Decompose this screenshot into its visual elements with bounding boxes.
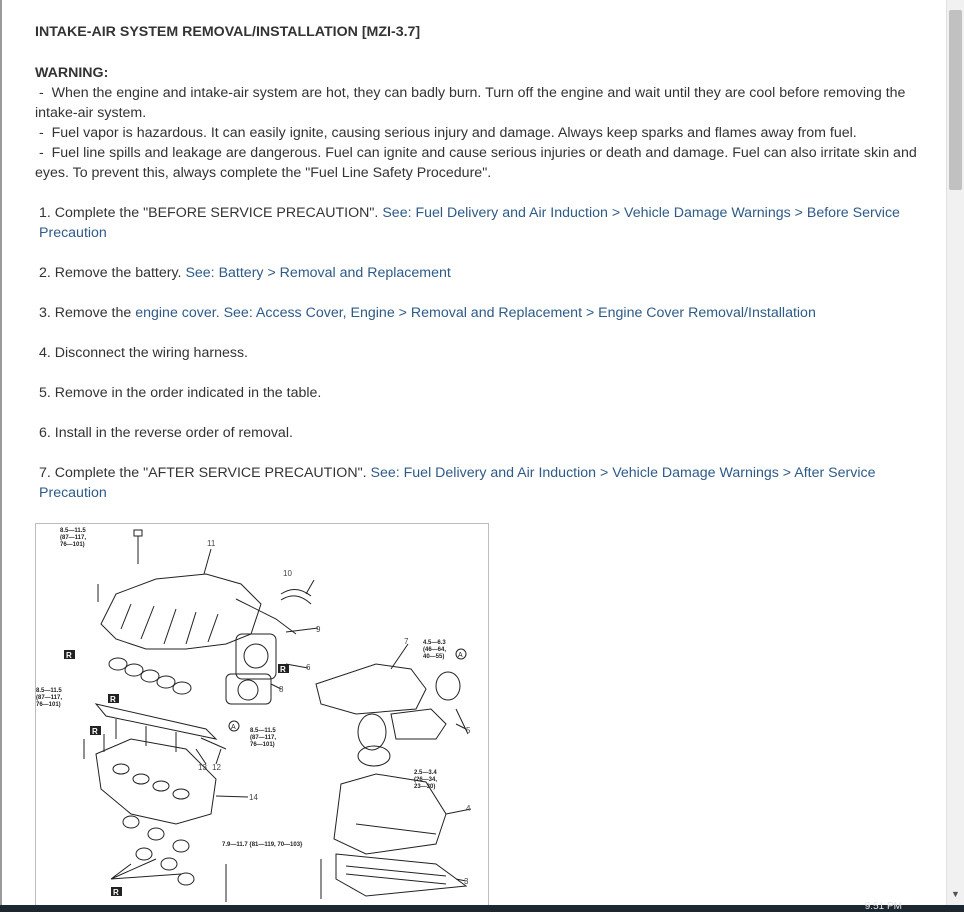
warning-item: [35, 83, 930, 123]
torque-spec-clamp: 40—55): [423, 654, 445, 660]
warning-text: Fuel line spills and leakage are dangerous. Fuel can ignite and cause serious injuries or death and damage. Fuel can also irritate skin and eyes. To prevent this, always complete the "Fuel Line Safety Procedure".: [35, 145, 917, 181]
warning-block: [35, 63, 930, 183]
step-link-after-service[interactable]: See: Fuel Delivery and Air Induction > Vehicle Damage Warnings > After Service Precaution: [39, 465, 876, 501]
exploded-view-drawing: [36, 524, 488, 906]
torque-spec-clamp: (46—64,: [423, 647, 447, 653]
callout-14: 14: [249, 793, 258, 802]
intake-air-system-diagram: [35, 523, 489, 906]
step-2: [39, 263, 930, 283]
mark-a: A: [458, 652, 463, 659]
r-mark: [64, 650, 75, 660]
callout-4: 4: [466, 804, 471, 813]
r-mark: [90, 726, 101, 736]
step-text: 2. Remove the battery.: [39, 265, 182, 281]
step-text: 5. Remove in the order indicated in the table.: [39, 385, 322, 401]
scrollbar-thumb[interactable]: [949, 10, 962, 190]
bullet-dash: -: [35, 125, 52, 141]
warning-item: [35, 143, 930, 183]
r-mark: [108, 694, 119, 704]
step-link-engine-cover[interactable]: engine cover. See: Access Cover, Engine > Removal and Replacement > Engine Cover Removal/Installation: [135, 305, 816, 321]
vertical-scrollbar[interactable]: [946, 0, 964, 905]
step-text: 1. Complete the "BEFORE SERVICE PRECAUTION".: [39, 205, 379, 221]
document-content: [35, 22, 930, 503]
svg-text:R: R: [92, 727, 98, 736]
page-title: INTAKE-AIR SYSTEM REMOVAL/INSTALLATION [MZI-3.7]: [35, 24, 421, 40]
torque-spec-top: (87—117,: [60, 535, 87, 541]
callout-8: 8: [279, 685, 284, 694]
torque-spec-top: 76—101): [60, 542, 85, 548]
callout-6: 6: [306, 663, 311, 672]
step-link-before-service[interactable]: See: Fuel Delivery and Air Induction > Vehicle Damage Warnings > Before Service Precaution: [39, 205, 900, 241]
page-border: [0, 0, 2, 905]
step-text: 3. Remove the: [39, 305, 132, 321]
step-7: [39, 463, 930, 503]
scroll-down-arrow-icon[interactable]: ▼: [951, 889, 960, 899]
step-5: [39, 383, 930, 403]
step-text: 7. Complete the "AFTER SERVICE PRECAUTION".: [39, 465, 367, 481]
step-text: 6. Install in the reverse order of removal.: [39, 425, 293, 441]
callout-3: 3: [464, 877, 469, 886]
callout-7: 7: [404, 637, 409, 646]
torque-spec-clamp: 4.5—6.3: [423, 640, 446, 646]
torque-spec-duct: (26—34,: [414, 777, 438, 783]
bullet-dash: -: [35, 85, 52, 101]
r-mark: [278, 664, 289, 674]
step-3: [39, 303, 930, 323]
torque-spec-bottom: 7.9—11.7 {81—119, 70—103}: [222, 842, 303, 848]
step-4: [39, 343, 930, 363]
taskbar: [0, 901, 964, 912]
svg-text:R: R: [280, 665, 286, 674]
torque-spec-mid: 8.5—11.5: [250, 728, 276, 734]
warning-text: When the engine and intake-air system are hot, they can badly burn. Turn off the engine and wait until they are cool before removing the intake-air system.: [35, 85, 906, 121]
torque-spec-mid: (87—117,: [250, 735, 277, 741]
warning-label: WARNING:: [35, 65, 109, 81]
callout-9: 9: [316, 625, 321, 634]
callout-12: 12: [212, 763, 221, 772]
air-cleaner-cover: [316, 664, 426, 714]
step-6: [39, 423, 930, 443]
callout-11: 11: [207, 539, 216, 548]
intake-manifold-upper: [101, 574, 261, 649]
warning-item: [35, 123, 930, 143]
step-link-battery[interactable]: See: Battery > Removal and Replacement: [185, 265, 451, 281]
throttle-body: [236, 634, 276, 679]
taskbar-clock: 9:51 PM: [864, 901, 902, 912]
torque-spec-left: 8.5—11.5: [36, 688, 62, 694]
r-mark: [111, 887, 122, 897]
torque-spec-top: 8.5—11.5: [60, 528, 86, 534]
svg-text:R: R: [110, 695, 116, 704]
callout-5: 5: [466, 726, 471, 735]
bullet-dash: -: [35, 145, 52, 161]
callout-13: 13: [198, 763, 207, 772]
mark-a: A: [231, 724, 236, 731]
torque-spec-duct: 2.5—3.4: [414, 770, 437, 776]
warning-text: Fuel vapor is hazardous. It can easily ignite, causing serious injury and damage. Always keep sparks and flames away from fuel.: [51, 125, 857, 141]
step-text: 4. Disconnect the wiring harness.: [39, 345, 248, 361]
torque-spec-left: (87—117,: [36, 695, 63, 701]
torque-spec-mid: 76—101): [250, 742, 275, 748]
callout-10: 10: [283, 569, 292, 578]
step-1: [39, 203, 930, 243]
svg-text:R: R: [66, 651, 72, 660]
svg-text:R: R: [113, 888, 119, 897]
torque-spec-duct: 23—30): [414, 784, 436, 790]
fuel-rail: [96, 704, 216, 739]
torque-spec-left: 76—101): [36, 702, 61, 708]
